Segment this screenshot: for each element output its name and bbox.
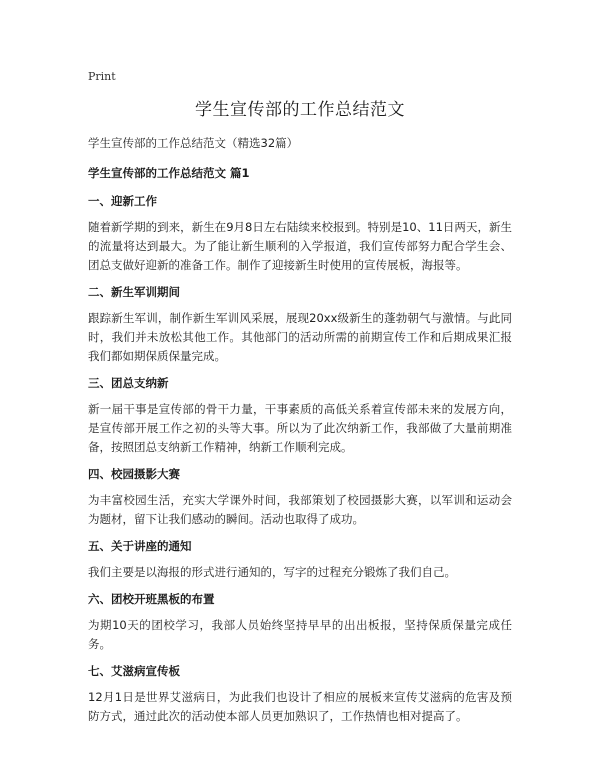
section-heading: 七、艾滋病宣传板 (88, 664, 180, 678)
section-3 (88, 374, 512, 457)
document-title: 学生宣传部的工作总结范文 (195, 100, 405, 120)
section-heading: 一、迎新工作 (88, 194, 157, 208)
section-5 (88, 537, 512, 582)
section-4 (88, 465, 512, 529)
section-heading: 五、关于讲座的通知 (88, 539, 192, 553)
section-body: 为期10天的团校学习，我部人员始终坚持早早的出出板报，坚持保质保量完成任务。 (88, 618, 512, 651)
section-heading: 六、团校开班黑板的布置 (88, 592, 215, 606)
section-body: 跟踪新生军训，制作新生军训风采展，展现20xx级新生的蓬勃朝气与激情。与此同时，我们并未放松其他工作。其他部门的活动所需的前期宣传工作和后期成果汇报我们都如期保质保量完成。 (88, 311, 512, 363)
section-1 (88, 192, 512, 275)
section-body: 随着新学期的到来，新生在9月8日左右陆续来校报到。特别是10、11日两天，新生的流量将达到最大。为了能让新生顺利的入学报道，我们宣传部努力配合学生会、团总支做好迎新的准备工作。制作了迎接新生时使用的宣传展板，海报等。 (88, 220, 512, 272)
section-7 (88, 662, 512, 726)
document-subtitle: 学生宣传部的工作总结范文（精选32篇） (88, 136, 299, 150)
print-label[interactable]: Print (88, 70, 116, 83)
section-body: 为丰富校园生活，充实大学课外时间，我部策划了校园摄影大赛，以军训和运动会为题材，留下让我们感动的瞬间。活动也取得了成功。 (88, 493, 512, 526)
chapter-title: 学生宣传部的工作总结范文 篇1 (88, 166, 250, 180)
section-body: 12月1日是世界艾滋病日，为此我们也设计了相应的展板来宣传艾滋病的危害及预防方式，通过此次的活动使本部人员更加熟识了，工作热情也相对提高了。 (88, 690, 512, 723)
section-body: 我们主要是以海报的形式进行通知的，写字的过程充分锻炼了我们自己。 (88, 565, 456, 579)
section-heading: 二、新生军训期间 (88, 285, 180, 299)
section-body: 新一届干事是宣传部的骨干力量，干事素质的高低关系着宣传部未来的发展方向，是宣传部开展工作之初的头等大事。所以为了此次纳新工作，我部做了大量前期准备，按照团总支纳新工作精神，纳新工作顺利完成。 (88, 402, 512, 454)
section-heading: 四、校园摄影大赛 (88, 467, 180, 481)
section-6 (88, 590, 512, 654)
section-heading: 三、团总支纳新 (88, 376, 169, 390)
section-2 (88, 283, 512, 366)
